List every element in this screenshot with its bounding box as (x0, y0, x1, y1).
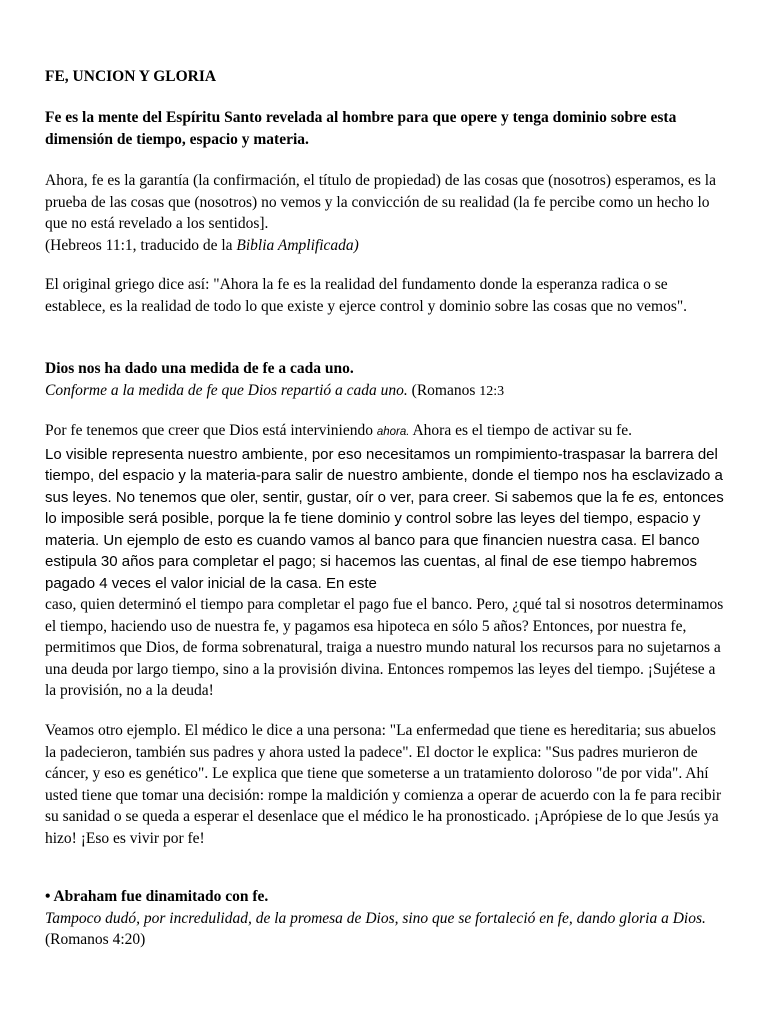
romans-4-quote: Tampoco dudó, por incredulidad, de la promesa de Dios, sino que se fortaleció en fe, dando gloria a Dios. (45, 909, 706, 927)
paragraph-definition-text: Ahora, fe es la garantía (la confirmación, el título de propiedad) de las cosas que (nosotros) esperamos, es la prueba de las cosas que (nosotros) no vemos y la convicción de su realidad (la fe percibe como un hecho lo que no está revelado a los sentidos]. (45, 172, 716, 232)
section-measure-of-faith (45, 358, 725, 402)
amplified-bible-label: Biblia Amplificada) (236, 236, 359, 254)
paragraph-faith-now (45, 420, 725, 702)
romans-4-ref: (Romanos 4:20) (45, 931, 146, 948)
p3-start: Por fe tenemos que creer que Dios está interviniendo (45, 422, 377, 439)
romans-ref-prefix: (Romanos (407, 381, 480, 399)
p3-es: es, (638, 488, 659, 506)
romans-ref-number: 12:3 (479, 383, 505, 399)
document-title: FE, UNCION Y GLORIA (45, 68, 217, 85)
intro-statement: Fe es la mente del Espíritu Santo revelada al hombre para que opere y tenga dominio sobre esta dimensión de tiempo, espacio y materia. (45, 109, 677, 148)
hebrews-reference: (Hebreos 11:1, traducido de la (45, 236, 237, 254)
p3-after: Ahora es el tiempo de activar su fe. (409, 422, 632, 439)
section-abraham (45, 886, 725, 951)
romans-quote: Conforme a la medida de fe que Dios repartió a cada uno. (45, 381, 408, 399)
paragraph-greek-original: El original griego dice así: "Ahora la fe es la realidad del fundamento donde la esperanza radica o se establece, es la realidad de todo lo que existe y ejerce control y dominio sobre las cosas que no vemos". (45, 276, 688, 315)
p3-ahora: ahora. (376, 426, 410, 438)
section-heading-abraham: • Abraham fue dinamitado con fe. (45, 888, 269, 905)
paragraph-definition (45, 170, 725, 256)
p3-serif-end: caso, quien determinó el tiempo para completar el pago fue el banco. Pero, ¿qué tal si nosotros determinamos el tiempo, haciendo uso de nuestra fe, y pagamos esa hipoteca en sólo 5 años? Entonces, por nuestra fe, permitimos que Dios, de forma sobrenatural, traiga a nuestro mundo natural los recursos para no sujetarnos a una deuda por largo tiempo, sino a la provisión divina. Entonces rompemos las leyes del tiempo. ¡Sujétese a la provisión, no a la deuda! (45, 596, 724, 699)
p3-sans-text-b: entonces lo imposible será posible, porque la fe tiene dominio y control sobre las leyes del tiempo, espacio y materia. Un ejemplo de esto es cuando vamos al banco para que financien nuestra casa. El banco estipula 30 años para completar el pago; si hacemos las cuentas, al final de ese tiempo habremos pagado 4 veces el valor inicial de la casa. En este (45, 488, 724, 592)
section-heading-measure: Dios nos ha dado una medida de fe a cada uno. (45, 360, 354, 377)
paragraph-doctor-example: Veamos otro ejemplo. El médico le dice a una persona: "La enfermedad que tiene es hereditaria; sus abuelos la padecieron, también sus padres y ahora usted la padece". El doctor le explica: "Sus padres murieron de cáncer, y eso es genético". Le explica que tiene que someterse a un tratamiento doloroso "de por vida". Ahí usted tiene que tomar una decisión: rompe la maldición y comienza a operar de acuerdo con la fe para recibir su sanidad o se queda a esperar el desenlace que el médico le ha pronosticado. ¡Aprópiese de lo que Jesús ya hizo! ¡Eso es vivir por fe! (45, 722, 722, 847)
p3-sans-text-a: Lo visible representa nuestro ambiente, por eso necesitamos un rompimiento-traspasar la barrera del tiempo, del espacio y la materia-para salir de nuestro ambiente, donde el tiempo nos ha esclavizado a sus leyes. No tenemos que oler, sentir, gustar, oír o ver, para creer. Si sabemos que la fe (45, 445, 723, 506)
